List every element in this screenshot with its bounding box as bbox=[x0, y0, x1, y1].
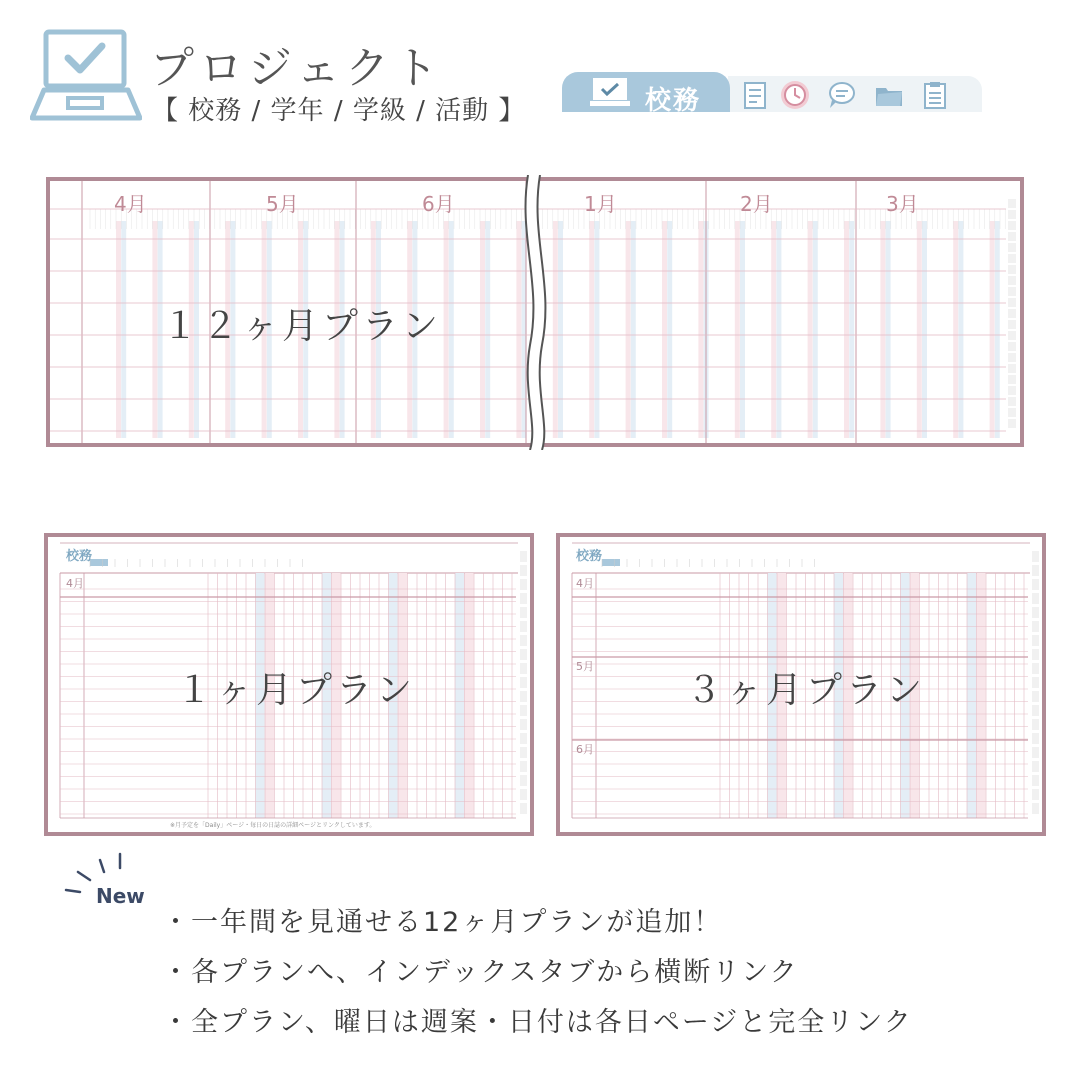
tab-label-active[interactable]: 校務 bbox=[645, 86, 702, 116]
page-subtitle: 【 校務 / 学年 / 学級 / 活動 】 bbox=[152, 96, 526, 126]
row-month-label: 4月 bbox=[576, 577, 594, 590]
chat-icon[interactable] bbox=[826, 80, 856, 110]
laptop-check-icon bbox=[30, 28, 142, 124]
month-label: 2月 bbox=[740, 192, 773, 216]
feature-bullet: ・全プラン、曜日は週案・日付は各日ページと完全リンク bbox=[162, 1007, 913, 1038]
month-label: 6月 bbox=[422, 192, 455, 216]
row-month-label: 5月 bbox=[576, 660, 594, 673]
month-label: 1月 bbox=[584, 192, 617, 216]
note-icon[interactable] bbox=[740, 80, 770, 110]
plan-1-label: １ヶ月プラン bbox=[176, 670, 417, 711]
category-label: 校務 bbox=[66, 549, 93, 564]
feature-bullet: ・一年間を見通せる12ヶ月プランが追加！ bbox=[162, 907, 723, 938]
page-title: プロジェクト bbox=[150, 43, 444, 94]
month-label: 5月 bbox=[266, 192, 299, 216]
laptop-check-icon bbox=[588, 77, 632, 109]
folder-icon[interactable] bbox=[874, 80, 904, 110]
clipboard-icon[interactable] bbox=[920, 80, 950, 110]
month-label: 4月 bbox=[114, 192, 147, 216]
category-label: 校務 bbox=[576, 549, 603, 564]
feature-bullet: ・各プランへ、インデックスタブから横断リンク bbox=[162, 957, 799, 988]
plan-12-label: １２ヶ月プラン bbox=[162, 306, 443, 347]
page-break-wave bbox=[516, 175, 556, 450]
month-label: 3月 bbox=[886, 192, 919, 216]
footer-note: ※月予定を「Daily」ページ・毎日の日誌の詳細ページとリンクしています。 bbox=[170, 822, 376, 829]
plan-3-label: ３ヶ月プラン bbox=[686, 670, 927, 711]
clock-icon[interactable] bbox=[780, 80, 810, 110]
row-month-label: 6月 bbox=[576, 743, 594, 756]
row-month-label: 4月 bbox=[66, 577, 84, 590]
new-badge: New bbox=[96, 884, 145, 908]
